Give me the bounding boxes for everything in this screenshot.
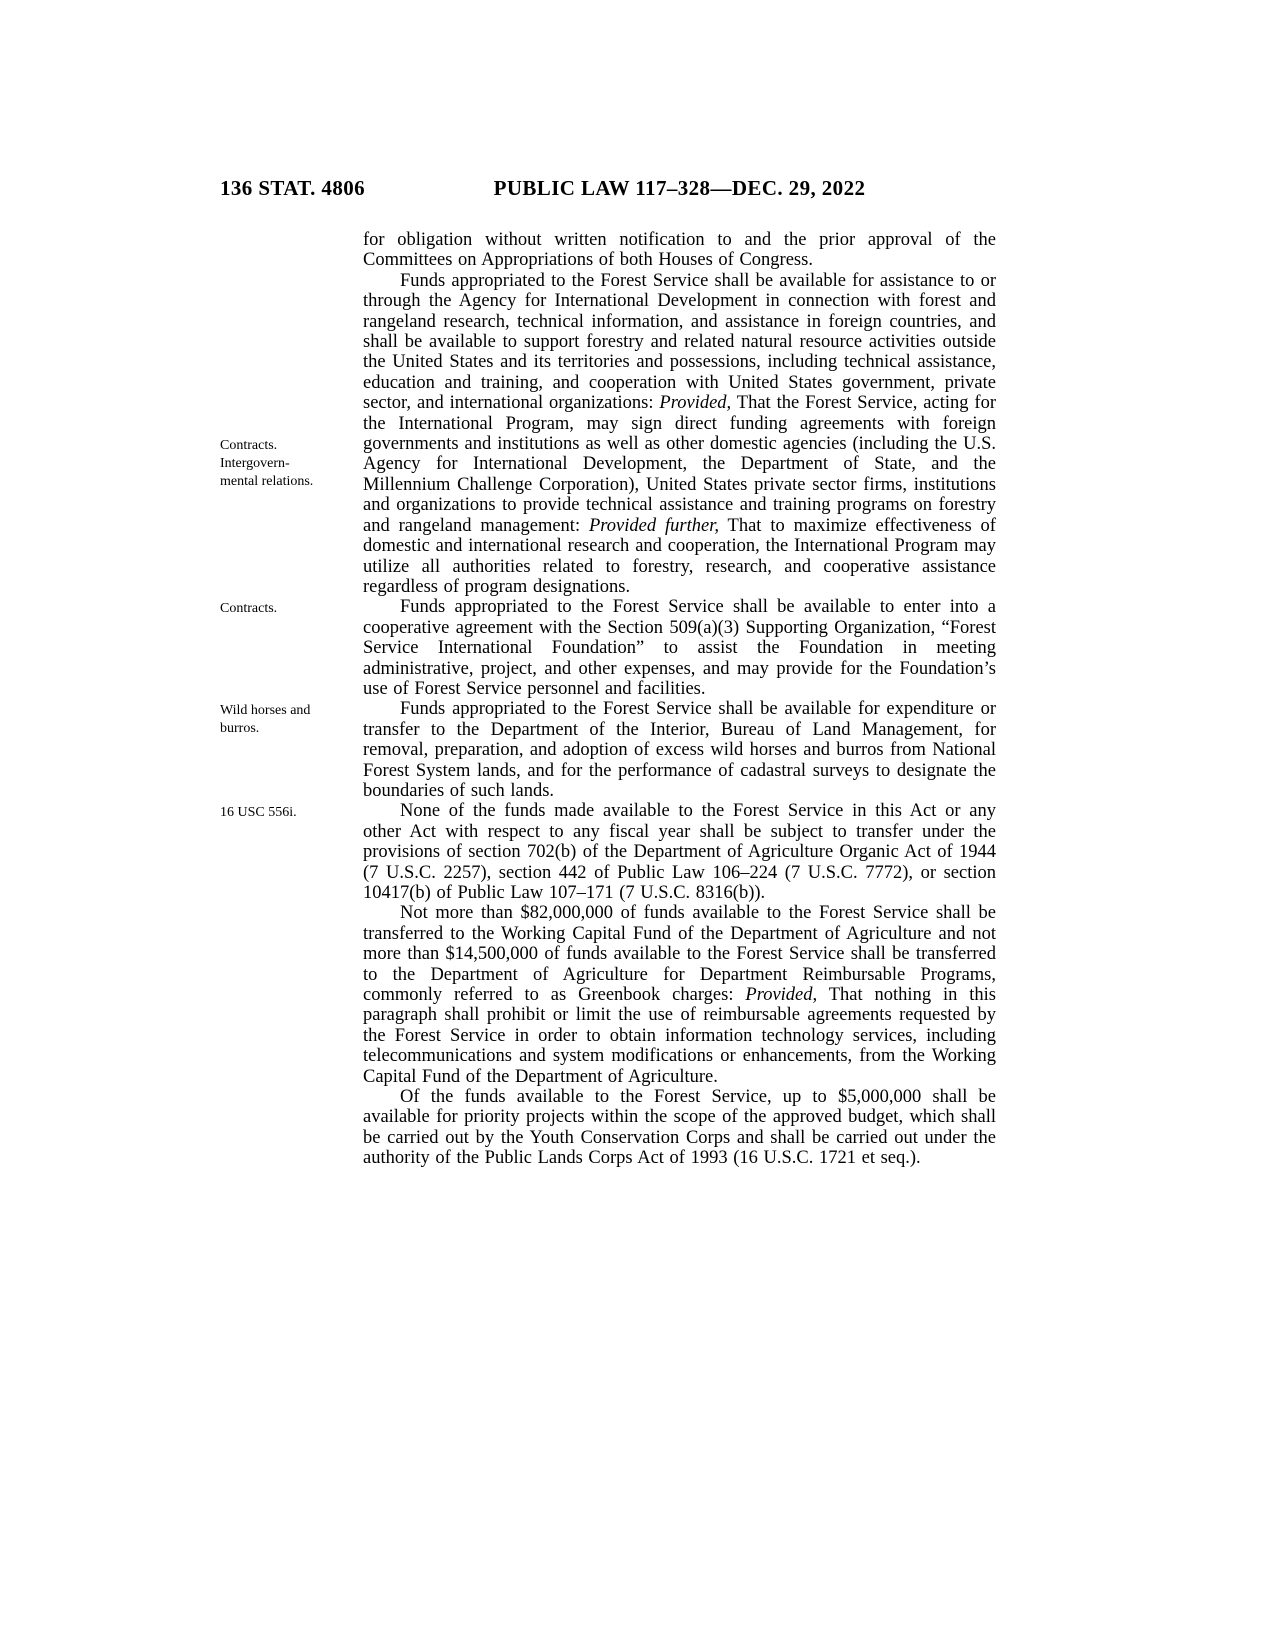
text-run: Funds appropriated to the Forest Service shall be available for assistance to or through the Agency for International Development in connection with forest and rangeland research, technical information, and assistance in foreign countries, and shall be available to support forestry and related natural resource activities outside the United States and its territories and possessions, including technical assistance, education and training, and cooperation with United States government, private sector, and international organizations:: [363, 270, 996, 414]
text-run: None of the funds made available to the Forest Service in this Act or any other Act with respect to any fiscal year shall be subject to transfer under the provisions of section 702(b) of the Department of Agriculture Organic Act of 1944 (7 U.S.C. 2257), section 442 of Public Law 106–224 (7 U.S.C. 7772), or section 10417(b) of Public Law 107–171 (7 U.S.C. 8316(b)).: [363, 801, 996, 903]
paragraph: [220, 270, 996, 598]
document-body: [220, 230, 996, 1169]
paragraph: [363, 903, 996, 1087]
paragraph: [220, 801, 996, 903]
law-title: PUBLIC LAW 117–328—DEC. 29, 2022: [493, 176, 866, 200]
text-run: That to maximize effectiveness of domestic and international research and cooperation, the International Program may utilize all authorities related to forestry, research, and cooperative assistance regardless of program designations.: [363, 515, 996, 597]
text-run: Funds appropriated to the Forest Service shall be available to enter into a cooperative agreement with the Section 509(a)(3) Supporting Organization, “Forest Service International Foundation” to assist the Foundation in meeting administrative, project, and other expenses, and may provide for the Foundation’s use of Forest Service personnel and facilities.: [363, 597, 996, 699]
margin-note: Contracts. Intergovern- mental relations.: [220, 438, 314, 489]
text-run: Of the funds available to the Forest Service, up to $5,000,000 shall be available for priority projects within the scope of the approved budget, which shall be carried out by the Youth Conservation Corps and shall be carried out under the authority of the Public Lands Corps Act of 1993 (16 U.S.C. 1721 et seq.).: [363, 1087, 996, 1169]
margin-note: 16 USC 556i.: [220, 805, 297, 821]
paragraph: [363, 230, 996, 271]
text-run: for obligation without written notification to and the prior approval of the Committees on Appropriations of both Houses of Congress.: [363, 230, 996, 271]
paragraph: [220, 597, 996, 699]
italic-text-run: Provided,: [745, 985, 818, 1006]
text-run: Funds appropriated to the Forest Service shall be available for expenditure or transfer to the Department of the Interior, Bureau of Land Management, for removal, preparation, and adoption of excess wild horses and burros from National Forest System lands, and for the performance of cadastral surveys to designate the boundaries of such lands.: [363, 699, 996, 801]
italic-text-run: Provided,: [659, 393, 732, 414]
stat-page-number: 136 STAT. 4806: [220, 176, 366, 200]
italic-text-run: Provided further,: [588, 515, 719, 536]
margin-note: Wild horses and burros.: [220, 703, 311, 737]
text-run: Not more than $82,000,000 of funds available to the Forest Service shall be transferred to the Working Capital Fund of the Department of Agriculture and not more than $14,500,000 of funds available to the Forest Service shall be transferred to the Department of Agriculture for Department Reimbursable Programs, commonly referred to as Greenbook charges:: [363, 903, 996, 1006]
text-run: That the Forest Service, acting for the International Program, may sign direct funding agreements with foreign governments and institutions as well as other domestic agencies (including the U.S. Agency for International Development, the Department of State, and the Millennium Challenge Corporation), United States private sector firms, institutions and organizations to provide technical assistance and training programs on forestry and rangeland management:: [363, 393, 996, 536]
margin-note: Contracts.: [220, 601, 278, 617]
paragraph: [363, 1087, 996, 1169]
paragraph: [220, 699, 996, 801]
text-run: That nothing in this paragraph shall prohibit or limit the use of reimbursable agreements requested by the Forest Service in order to obtain information technology services, including telecommunications and system modifications or enhancements, from the Working Capital Fund of the Department of Agriculture.: [363, 985, 996, 1087]
